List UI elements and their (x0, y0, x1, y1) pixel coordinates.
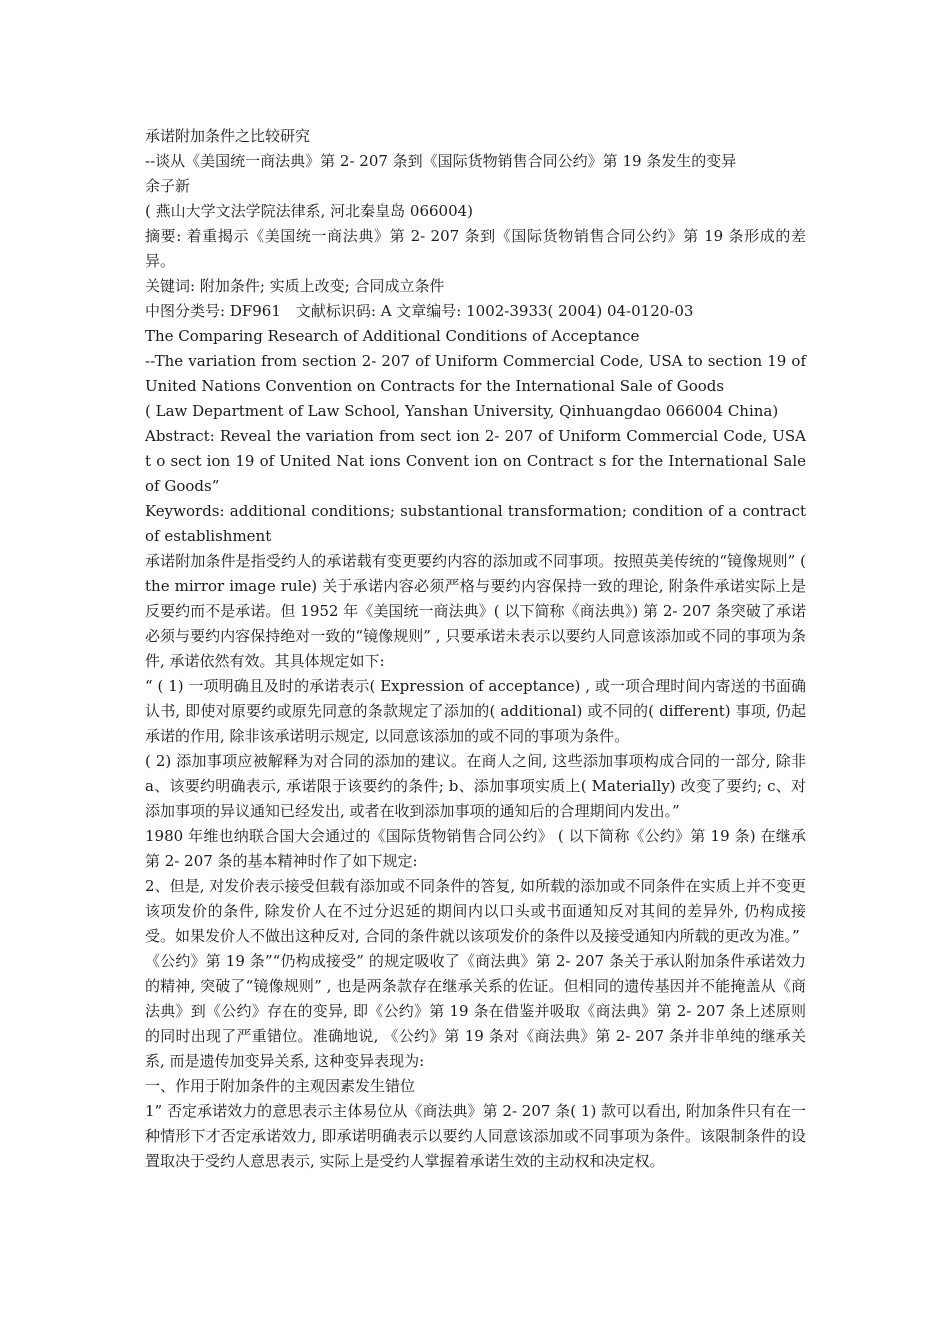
keywords-zh: 关键词: 附加条件; 实质上改变; 合同成立条件 (145, 277, 445, 295)
english-subtitle: --The variation from section 2- 207 of Uniform Commercial Code, USA to section 19 of United Nations Convention on Contracts for the International Sale of Goods (145, 352, 806, 395)
body-paragraph: “ ( 1) 一项明确且及时的承诺表示( Expression of acceptance) , 或一项合理时间内寄送的书面确认书, 即使对原要约或原先同意的条款规定了添加的( additional) 或不同的( different) 事项, 仍起承诺的作用, 除非该承诺明示规定, 以同意该添加的或不同的事项为条件。 (145, 677, 806, 745)
paper-subtitle: --谈从《美国统一商法典》第 2- 207 条到《国际货物销售合同公约》第 19 条发生的变异 (145, 152, 737, 170)
body-paragraph: 2、但是, 对发价表示接受但载有添加或不同条件的答复, 如所载的添加或不同条件在实质上并不变更该项发价的条件, 除发价人在不过分迟延的期间内以口头或书面通知反对其间的差异外, 仍构成接受。如果发价人不做出这种反对, 合同的条件就以该项发价的条件以及接受通知内所载的更改为准。” (145, 877, 806, 945)
english-title: The Comparing Research of Additional Conditions of Acceptance (145, 327, 640, 345)
english-affiliation: ( Law Department of Law School, Yanshan University, Qinhuangdao 066004 China) (145, 402, 779, 420)
keywords-en: Keywords: additional conditions; substantional transformation; condition of a contract of establishment (145, 502, 806, 545)
body-paragraph: 1980 年维也纳联合国大会通过的《国际货物销售合同公约》 ( 以下简称《公约》第 19 条) 在继承第 2- 207 条的基本精神时作了如下规定: (145, 827, 806, 870)
abstract-zh: 摘要: 着重揭示《美国统一商法典》第 2- 207 条到《国际货物销售合同公约》第 19 条形成的差异。 (145, 227, 806, 270)
body-paragraph: 《公约》第 19 条”“仍构成接受” 的规定吸收了《商法典》第 2- 207 条关于承认附加条件承诺效力的精神, 突破了“镜像规则” , 也是两条款存在继承关系的佐证。但相同的遗传基因并不能掩盖从《商法典》到《公约》存在的变异, 即《公约》第 19 条在借鉴并吸取《商法典》第 2- 207 条上述原则的同时出现了严重错位。准确地说, 《公约》第 19 条对《商法典》第 2- 207 条并非单纯的继承关系, 而是遗传加变异关系, 这种变异表现为: (145, 952, 806, 1070)
author-affiliation: ( 燕山大学文法学院法律系, 河北秦皇岛 066004) (145, 202, 474, 220)
section-heading: 一、作用于附加条件的主观因素发生错位 (145, 1077, 416, 1095)
body-paragraph: 承诺附加条件是指受约人的承诺载有变更要约内容的添加或不同事项。按照英美传统的“镜像规则” ( the mirror image rule) 关于承诺内容必须严格与要约内容保持一致的理论, 附条件承诺实际上是反要约而不是承诺。但 1952 年《美国统一商法典》( 以下简称《商法典》) 第 2- 207 条突破了承诺必须与要约内容保持绝对一致的“镜像规则” , 只要承诺未表示以要约人同意该添加或不同的事项为条件, 承诺依然有效。其具体规定如下: (145, 552, 806, 670)
document-body (145, 124, 806, 1174)
classification-codes: 中图分类号: DF961 文献标识码: A 文章编号: 1002-3933( 2004) 04-0120-03 (145, 302, 694, 320)
body-paragraph: ( 2) 添加事项应被解释为对合同的添加的建议。在商人之间, 这些添加事项构成合同的一部分, 除非 a、该要约明确表示, 承诺限于该要约的条件; b、添加事项实质上( Materially) 改变了要约; c、对添加事项的异议通知已经发出, 或者在收到添加事项的通知后的合理期间内发出。” (145, 752, 806, 820)
abstract-en: Abstract: Reveal the variation from sect ion 2- 207 of Uniform Commercial Code, USA t o sect ion 19 of United Nat ions Convent ion on Contract s for the International Sale of Goods” (145, 427, 806, 495)
author-name: 余子新 (145, 177, 191, 195)
paper-title: 承诺附加条件之比较研究 (145, 127, 311, 145)
body-paragraph: 1” 否定承诺效力的意思表示主体易位从《商法典》第 2- 207 条( 1) 款可以看出, 附加条件只有在一种情形下才否定承诺效力, 即承诺明确表示以要约人同意该添加或不同事项为条件。该限制条件的设置取决于受约人意思表示, 实际上是受约人掌握着承诺生效的主动权和决定权。 (145, 1102, 806, 1170)
